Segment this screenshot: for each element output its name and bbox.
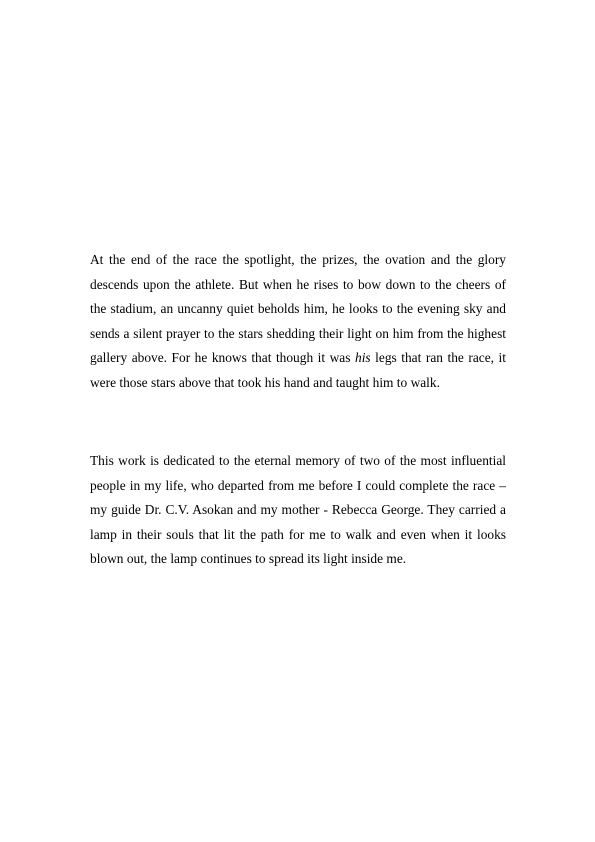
- dedication-paragraph: This work is dedicated to the eternal memory of two of the most influential people in my life, who departed from me before I could complete the race – my guide Dr. C.V. Asokan and my mother - Rebecca George. They carried a lamp in their souls that lit the path for me to walk and even when it looks blown out, the lamp continues to spread its light inside me.: [90, 453, 506, 566]
- athlete-paragraph-part2: legs that ran the race, it were those stars above that took his hand and taught him to walk.: [90, 350, 506, 390]
- athlete-paragraph-part1: At the end of the race the spotlight, the prizes, the ovation and the glory descends upon the athlete. But when he rises to bow down to the cheers of the stadium, an uncanny quiet beholds him, he looks to the evening sky and sends a silent prayer to the stars shedding their light on him from the highest gallery above. For he knows that though it was: [90, 252, 506, 365]
- emphasis-his: his: [355, 350, 371, 365]
- athlete-paragraph: [90, 248, 506, 395]
